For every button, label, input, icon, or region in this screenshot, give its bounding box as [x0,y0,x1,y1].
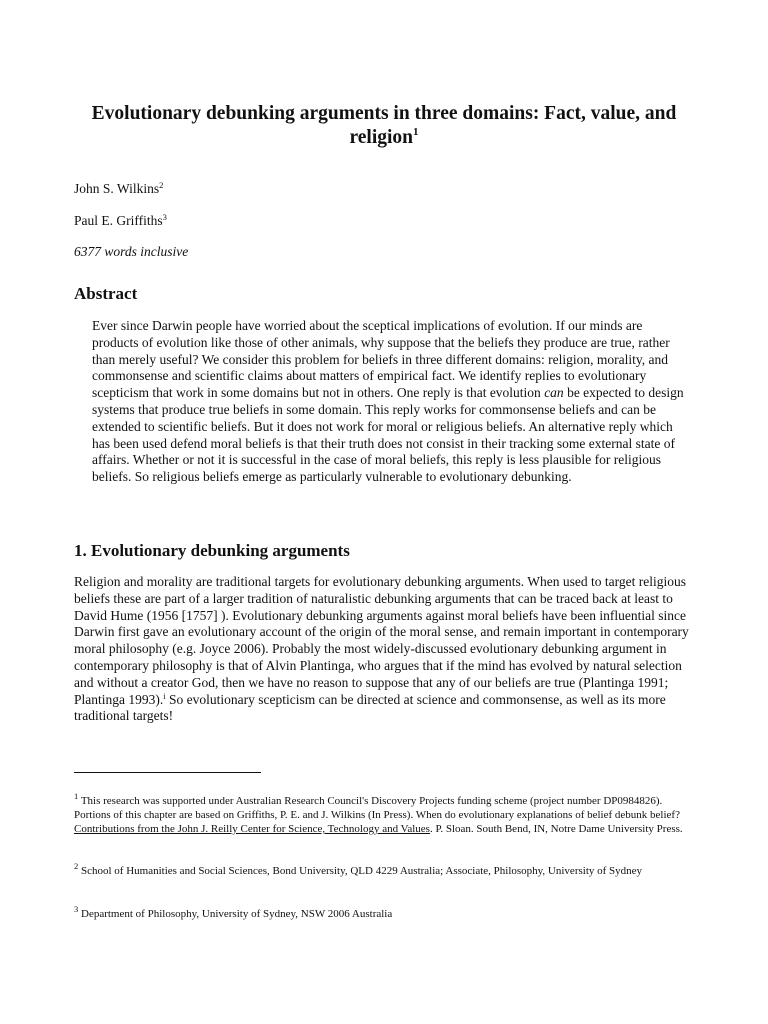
section-1-text-part-1: Religion and morality are traditional targets for evolutionary debunking arguments. When used to target religious beliefs these are part of a larger tradition of naturalistic debunking arguments that can be traced back at least to David Hume (1956 [1757] ). Evolutionary debunking arguments against moral beliefs have been influential since Darwin first gave an evolutionary account of the origin of the moral sense, and remain important in contemporary moral philosophy (e.g. Joyce 2006). Probably the most widely-discussed evolutionary debunking argument in contemporary philosophy is that of Alvin Plantinga, who argues that if the mind has evolved by natural selection and without a creator God, then we have no reason to suppose that any of our beliefs are true (Plantinga 1991; Plantinga 1993). [74,574,689,707]
author-2-footnote-mark[interactable]: 3 [162,212,167,222]
author-1-name: John S. Wilkins [74,181,160,196]
abstract-text [92,318,692,486]
word-count: 6377 words inclusive [74,244,189,259]
paper-title-text: Evolutionary debunking arguments in three domains: Fact, value, and religion [91,103,677,148]
footnote-3-text: Department of Philosophy, University of Sydney, NSW 2006 Australia [81,908,393,920]
abstract-italic-word: can [544,385,564,401]
footnote-3-mark: 3 [74,904,79,914]
author-1 [74,181,163,197]
abstract-text-part-1: Ever since Darwin people have worried about the sceptical implications of evolution. If our minds are products of evolution like those of other animals, why suppose that the beliefs they produce are true, rather than merely useful? We consider this problem for beliefs in three different domains: religion, morality, and commonsense and scientific claims about matters of empirical fact. We identify replies to evolutionary scepticism that work in some domains but not in others. One reply is that evolution [92,318,670,401]
footnote-1-mark: 1 [74,791,79,801]
author-1-footnote-mark[interactable]: 2 [159,180,164,190]
paper-title [60,102,708,150]
footnote-2-mark: 2 [74,861,79,871]
footnote-2 [74,861,694,878]
abstract-heading: Abstract [74,284,138,303]
author-2 [74,213,167,229]
section-1-paragraph [74,574,694,725]
section-1-heading: 1. Evolutionary debunking arguments [74,541,350,560]
footnote-3 [74,904,694,921]
footnote-1-text-part-1: This research was supported under Australian Research Council's Discovery Projects funding scheme (project number DP0984826). Portions of this chapter are based on Griffiths, P. E. and J. Wilkins (In Press). When do evolutionary explanations of belief debunk belief? [74,795,680,821]
section-1-text-part-2: So evolutionary scepticism can be directed at science and commonsense, as well as its more traditional targets! [74,691,666,724]
endnote-mark-i[interactable]: i [163,690,166,701]
footnote-1-text-part-2: . P. Sloan. South Bend, IN, Notre Dame University Press. [429,823,683,835]
footnote-1-link[interactable]: Contributions from the John J. Reilly Center for Science, Technology and Values [74,823,430,835]
footnote-1 [74,791,694,836]
title-footnote-mark[interactable]: 1 [413,126,419,138]
footnote-2-text: School of Humanities and Social Sciences, Bond University, QLD 4229 Australia; Associate, Philosophy, University of Sydney [81,865,643,877]
footnote-separator [74,772,261,773]
abstract-text-part-2: be expected to design systems that produce true beliefs in some domain. This reply works for commonsense beliefs and can be extended to scientific beliefs. But it does not work for moral or religious beliefs. An alternative reply which has been used defend moral beliefs is that their truth does not consist in their tracking some external state of affairs. Whether or not it is successful in the case of moral beliefs, this reply is less plausible for religious beliefs. So religious beliefs emerge as particularly vulnerable to evolutionary debunking. [92,385,684,485]
author-2-name: Paul E. Griffiths [74,213,163,228]
